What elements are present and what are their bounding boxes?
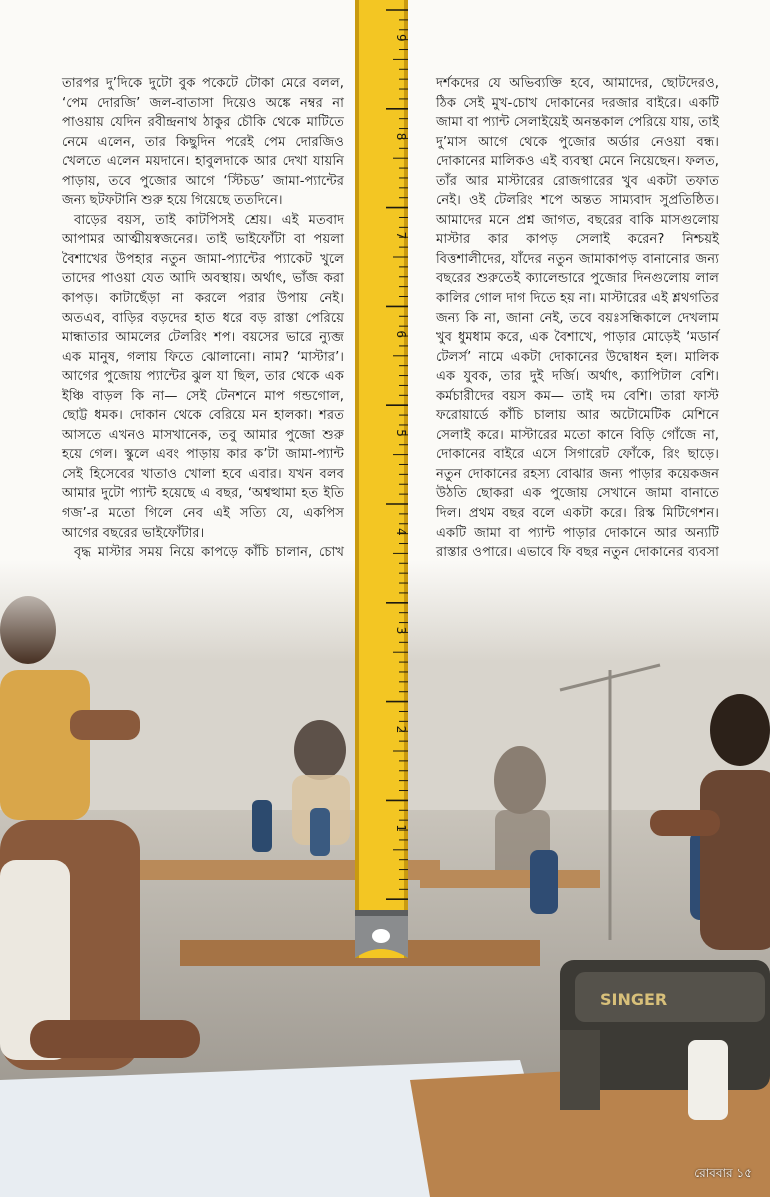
article-paragraph: দর্শকদের যে অভিব্যক্তি হবে, আমাদের, ছোটদেরও, ঠিক সেই মুখ-চোখ দোকানের দরজার বাইরে। একটি জামা বা প্যান্ট সেলাইয়েই অনন্তকাল পেরিয়ে যায়, তাই দু’মাস আগে থেকে পুজোর অর্ডার নেওয়া বন্ধ। দোকানের মালিকও এই ব্যবস্থা মেনে নিয়েছেন। ফলত, তাঁর আর মাস্টারের রোজগারের খুব একটা তফাত নেই। ওই টেলরিং শপে অন্তত সাম্যবাদ সুপ্রতিষ্ঠিত। আমাদের মনে প্রশ্ন জাগত, বছরের বাকি মাসগুলোয় মাস্টার কার কাপড় সেলাই করেন? নিশ্চয়ই বিত্তশালীদের, যাঁদের নতুন জামাকাপড় বানানোর জন্য বছরের শুরুতেই ক্যালেন্ডারে পুজোর দিনগুলোয় লাল কালির গোল দাগ দিতে হয় না। মাস্টারের এই শ্লথগতির জন্য কি না, জানা নেই, তবে বয়ঃসন্ধিকালে দেখলাম খুব ধুমধাম করে, এক বৈশাখে, পাড়ার মোড়েই ‘মডার্ন টেলর্স’ নামে একটা দোকানের উদ্বোধন হল। মালিক এক যুবক, তার দুই দর্জি। অর্থাৎ, ক্যাপিটাল বেশি। কর্মচারীদের বয়স কম— তাই দম বেশি। তারা ফাস্ট ফরোয়ার্ডে কাঁচি চালায় আর অটোমেটিক মেশিনে সেলাই করে। মাস্টারের মতো কানে বিড়ি গোঁজে না, দোকানের বাইরে এসে সিগারেট ফোঁকে, রিং ছাড়ে। নতুন দোকানের রহস্য বোঝার জন্য পাড়ার কয়েকজন উঠতি ছোকরা এক পুজোয় সেখানে জামা বানাতে দিল। প্রথম বছর বলে একটা করে। রিস্ক মিটিগেশন। একটি জামা বা প্যান্ট পাড়ার দোকানে আর অন্যটি রাস্তার ওপারে। এভাবে ফি বছর নতুন দোকানের ব্যবসা [436,76,719,561]
tape-number: 6 [394,330,408,339]
article-paragraph: বাড়ের বয়স, তাই কাটপিসই শ্রেয়। এই মতবাদ আপামর আত্মীয়স্বজনের। তাই ভাইফোঁটা বা পয়লা বৈশাখের উপহার নতুন জামা-প্যান্টের প্যাকেট খুলে তাদের পাওয়া যেত আদি অবস্থায়। অর্থাৎ, ভাঁজ করা কাপড়। কাটাছেঁড়া না করলে পরার উপায় নেই। অতএব, বাড়ির বড়দের হাত ধরে বড় রাস্তা পেরিয়ে মান্ধাতার আমলের টেলরিং শপ। বয়সের ভারে ন্যুব্জ এক মানুষ, গলায় ফিতে ঝোলানো। নাম? ‘মাস্টার’। আগের পুজোয় প্যান্টের ঝুল যা ছিল, তার থেকে এক ইঞ্চি বাড়ল কি না— সেই টেনশনে মাপ গন্ডগোল, ছোট্ট ধমক। দোকান থেকে বেরিয়ে মন হালকা। শরত আসতে এখনও মাসখানেক, তবু আমার পুজো শুরু হয়ে গেল। স্কুলে এবং পাড়ায় কার ক’টা জামা-প্যান্ট সেই হিসেবের খাতাও খোলা হবে এবার। যখন বলব আমার দুটো প্যান্ট হয়েছে এ বছর, ‘অশ্বত্থামা হত ইতি গজ’-র মতো গিলে নেব এই সত্যি যে, একপিস আগের বছরের ভাইফোঁটার। [62,212,344,541]
tape-number: 4 [394,528,408,536]
measuring-tape [355,0,408,958]
tape-number: 2 [394,725,408,734]
article-paragraph: বৃদ্ধ মাস্টার সময় নিয়ে কাপড়ে কাঁচি চালান, চোখ [74,545,344,561]
page-footer: রোববার ১৫ [694,1166,752,1180]
tape-number: 7 [394,231,408,240]
article-right-column [436,74,719,562]
tape-number: 3 [394,626,408,635]
article-left-column [62,74,344,562]
tape-number: 9 [394,34,408,42]
article-paragraph: তারপর দু’দিকে দুটো বুক পকেটে টোকা মেরে বলল, ‘পেম দোরজি’ জল-বাতাসা দিয়েও অঙ্কে নম্বর না পাওয়ায় যেদিন রবীন্দ্রনাথ ঠাকুর চৌকি থেকে মাটিতে নেমে এলেন, তার কিছুদিন পরেই পেম দোরজিও খেলতে এলেন ময়দানে। হাবুলদাকে আর দেখা যায়নি পাড়ায়, তবে পুজোর আগে ‘স্টিচড’ জামা-প্যান্টের জন্য ছটফটানি শুরু হয়ে গিয়েছে ততদিনে। [62,76,344,209]
tape-number: 5 [394,429,408,437]
tape-number: 1 [394,824,408,833]
measuring-tape-graphic [355,0,408,958]
tape-hook-icon [372,929,390,943]
tape-number: 8 [394,132,408,141]
